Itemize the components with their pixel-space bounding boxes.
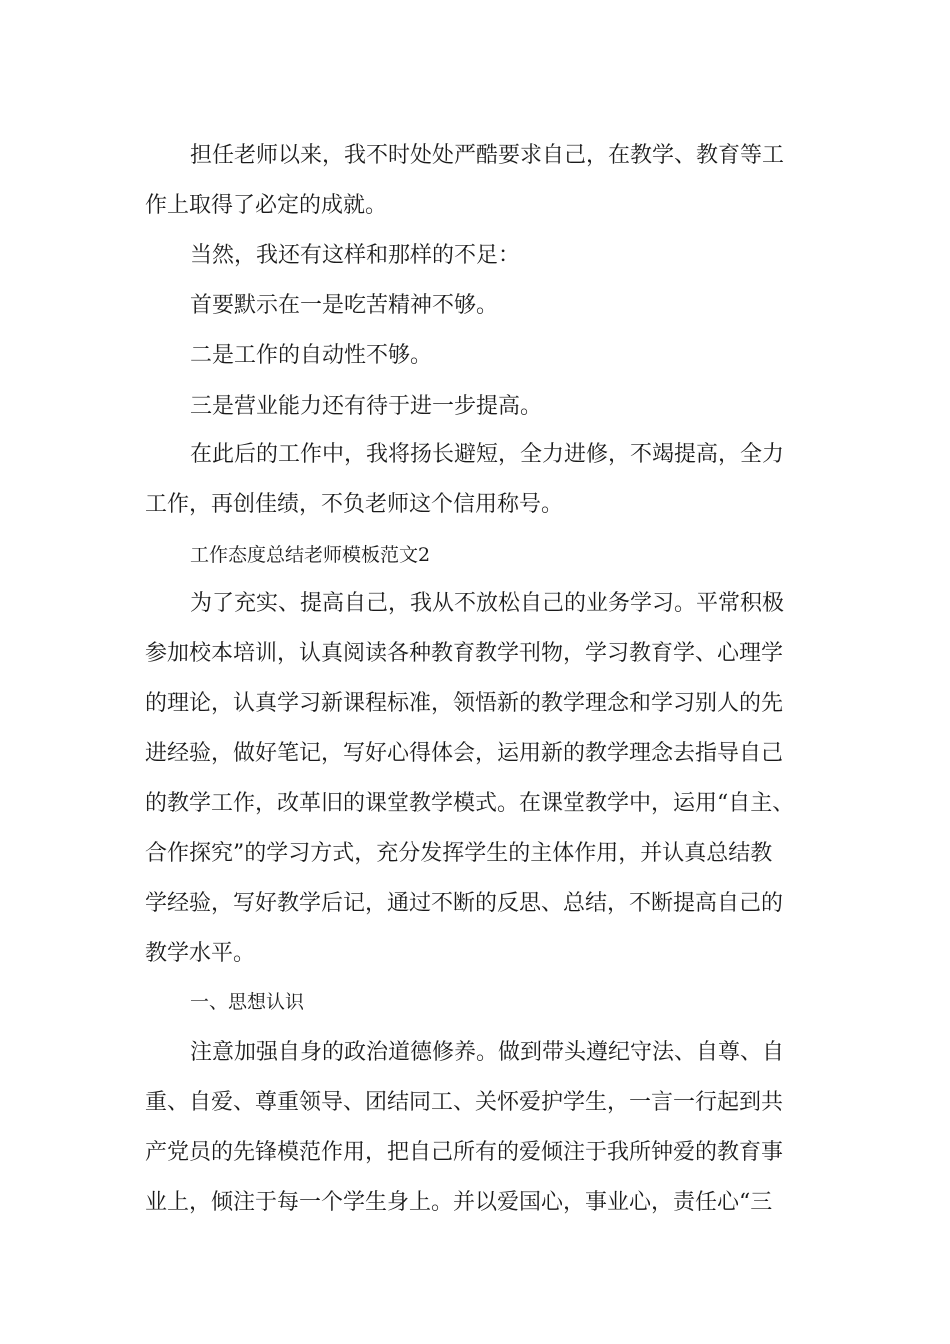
section-heading: 工作态度总结老师模板范文2 [190, 544, 431, 566]
paragraph-line: 三是营业能力还有待于进一步提高。 [190, 394, 543, 419]
paragraph-line: 参加校本培训，认真阅读各种教育教学刊物，学习教育学、心理学 [145, 641, 784, 666]
paragraph-line: 的教学工作，改革旧的课堂教学模式。在课堂教学中，运用“自主、 [145, 791, 795, 816]
paragraph-line: 教学水平。 [145, 941, 256, 966]
paragraph-line: 为了充实、提高自己，我从不放松自己的业务学习。平常积极 [190, 591, 785, 616]
section-heading: 一、思想认识 [190, 991, 305, 1013]
paragraph-line: 注意加强自身的政治道德修养。做到带头遵纪守法、自尊、自 [190, 1040, 785, 1065]
paragraph-line: 产党员的先锋模范作用，把自己所有的爱倾注于我所钟爱的教育事 [145, 1140, 784, 1165]
paragraph-line: 在此后的工作中，我将扬长避短，全力进修，不竭提高，全力 [190, 442, 785, 467]
paragraph-line: 担任老师以来，我不时处处严酷要求自己，在教学、教育等工 [190, 143, 785, 168]
paragraph-line: 工作，再创佳绩，不负老师这个信用称号。 [145, 492, 564, 517]
paragraph-line: 作上取得了必定的成就。 [145, 193, 388, 218]
paragraph-line: 业上，倾注于每一个学生身上。并以爱国心，事业心，责任心“三 [145, 1190, 773, 1215]
paragraph-line: 合作探究”的学习方式，充分发挥学生的主体作用，并认真总结教 [145, 841, 773, 866]
paragraph-line: 当然，我还有这样和那样的不足： [190, 243, 521, 268]
paragraph-line: 重、自爱、尊重领导、团结同工、关怀爱护学生，一言一行起到共 [145, 1090, 784, 1115]
paragraph-line: 的理论，认真学习新课程标准，领悟新的教学理念和学习别人的先 [145, 691, 784, 716]
paragraph-line: 学经验，写好教学后记，通过不断的反思、总结，不断提高自己的 [145, 891, 784, 916]
paragraph-line: 二是工作的自动性不够。 [190, 343, 433, 368]
paragraph-line: 进经验，做好笔记，写好心得体会，运用新的教学理念去指导自己 [145, 741, 784, 766]
paragraph-line: 首要默示在一是吃苦精神不够。 [190, 293, 499, 318]
